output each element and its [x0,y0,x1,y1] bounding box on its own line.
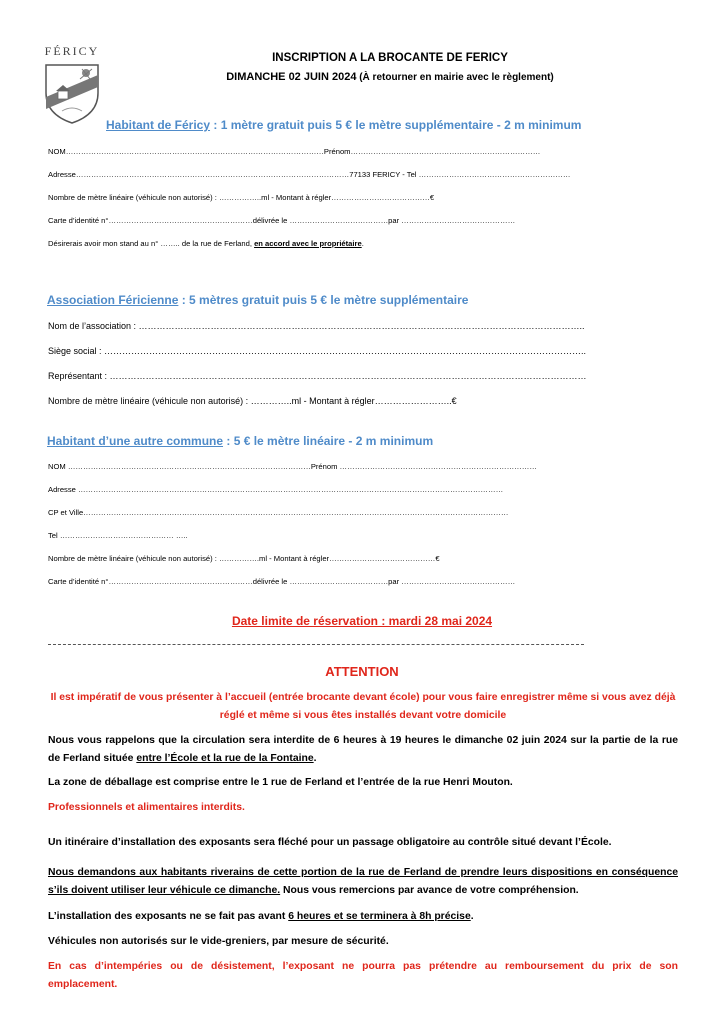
circulation-zone: entre l’École et la rue de la Fontaine [136,753,314,764]
field-siege-social[interactable]: Siège social : …………………………………………………………………………………………………………………………………………….. [48,346,587,356]
intemperies-line1: En cas d’intempéries ou de désistement, l’exposant ne pourra pas prétendre au remboursement du prix de son [48,961,678,972]
coat-of-arms-icon [40,59,104,125]
installation-horaire: 6 heures et se terminera à 8h précise [288,911,471,922]
stand-agreement: en accord avec le propriétaire [254,239,362,248]
field-representant[interactable]: Représentant : …………………………………………………………………………………………………………………………………………… [48,371,587,381]
separator [48,644,584,645]
field-carte-identite[interactable]: Carte d’identité n°…………………………………………………délivrée le …………………………………par ……………………………………… [48,577,516,586]
attention-heading: ATTENTION [325,664,399,679]
section-text: : 5 mètres gratuit puis 5 € le mètre supplémentaire [178,293,469,307]
field-tel[interactable]: Tel ……………………………………… ….. [48,531,188,540]
field-nom-association[interactable]: Nom de l’association : ………………………………………………………………………………………………………………………………….. [48,321,585,331]
field-adresse-tel[interactable]: Adresse………………………………………………………………………………………………77133 FERICY - Tel …………………………………………………… [48,170,571,179]
section-heading-autre-commune [47,434,433,448]
field-metre-montant[interactable]: Nombre de mètre linéaire (véhicule non autorisé) : ……………..ml - Montant à régler…………………………………€ [48,193,435,202]
circulation-line1: Nous vous rappelons que la circulation sera interdite de 6 heures à 19 heures le dimanche 02 juin 2024 sur la partie de la rue [48,735,678,746]
field-nom-prenom[interactable]: NOM…………………………………………………………………………………………Prénom………………………………………………………………… [48,147,541,156]
section-text: : 5 € le mètre linéaire - 2 m minimum [223,434,434,448]
intemperies-line2: emplacement. [48,979,118,990]
field-metre-montant[interactable]: Nombre de mètre linéaire (véhicule non autorisé) : …………..ml - Montant à régler……………………..€ [48,396,457,406]
field-cp-ville[interactable]: CP et Ville…………………………………………………………………………………………………………………………………………………… [48,508,509,517]
section-label: Association Féricienne [47,293,179,307]
installation-text: L’installation des exposants ne se fait pas avant [48,911,289,922]
page-title: INSCRIPTION A LA BROCANTE DE FERICY [272,52,508,64]
circulation-end: . [313,753,317,764]
paragraph-vehicules: Véhicules non autorisés sur le vide-greniers, par mesure de sécurité. [48,936,389,947]
field-adresse[interactable]: Adresse …………………………………………………………………………………………………………………………………………………… [48,485,504,494]
field-stand[interactable] [48,239,364,248]
section-label: Habitant d’une autre commune [47,434,224,448]
paragraph-circulation [48,732,678,768]
section-text: : 1 mètre gratuit puis 5 € le mètre supplémentaire - 2 m minimum [210,118,582,132]
deadline-text: Date limite de réservation : mardi 28 mai 2024 [231,614,493,628]
stand-text: Désirerais avoir mon stand au n° …….. de la rue de Ferland, [48,239,255,248]
field-carte-identite[interactable]: Carte d’identité n°…………………………………………………délivrée le …………………………………par ……………………………………… [48,216,516,225]
paragraph-intemperies [48,958,678,994]
event-date-note: (À retourner en mairie avec le règlement) [356,72,554,83]
field-nom-prenom[interactable]: NOM ……………………………………………………………………………………Prénom …………………………………………………………………… [48,462,537,471]
event-date-main: DIMANCHE 02 JUIN 2024 [226,71,357,83]
riverains-line2 [48,882,678,900]
circulation-text: de Ferland située [48,753,137,764]
stand-suffix: . [361,239,364,248]
paragraph-itineraire: Un itinéraire d’installation des exposants sera fléché pour un passage obligatoire au contrôle situé devant l’École. [48,837,612,848]
field-metre-montant[interactable]: Nombre de mètre linéaire (véhicule non autorisé) : …………….ml - Montant à régler……………………………………€ [48,554,440,563]
circulation-line2 [48,750,678,768]
riverains-line1: Nous demandons aux habitants riverains de cette portion de la rue de Ferland de prendre leurs dispositions en conséquence [48,867,678,878]
event-date [110,71,670,83]
notice-red: Il est impératif de vous présenter à l’accueil (entrée brocante devant école) pour vous faire enregistrer même si vous avez déjà réglé et même si vous êtes installés devant votre domicile [50,692,676,721]
paragraph-interdits: Professionnels et alimentaires interdits. [48,802,245,813]
section-label: Habitant de Féricy [106,118,211,132]
section-heading-fericy [106,118,581,132]
deadline [0,614,724,628]
paragraph-riverains [48,864,678,900]
ferricy-logo [40,44,104,130]
riverains-merci: Nous vous remercions par avance de votre compréhension. [280,885,579,896]
installation-end: . [470,911,474,922]
section-heading-association [47,293,468,307]
logo-text: FÉRICY [44,44,100,58]
paragraph-zone: La zone de déballage est comprise entre le 1 rue de Ferland et l’entrée de la rue Henri Mouton. [48,777,513,788]
riverains-vehicule: s’ils doivent utiliser leur véhicule ce dimanche. [48,885,281,896]
paragraph-installation [48,908,678,926]
